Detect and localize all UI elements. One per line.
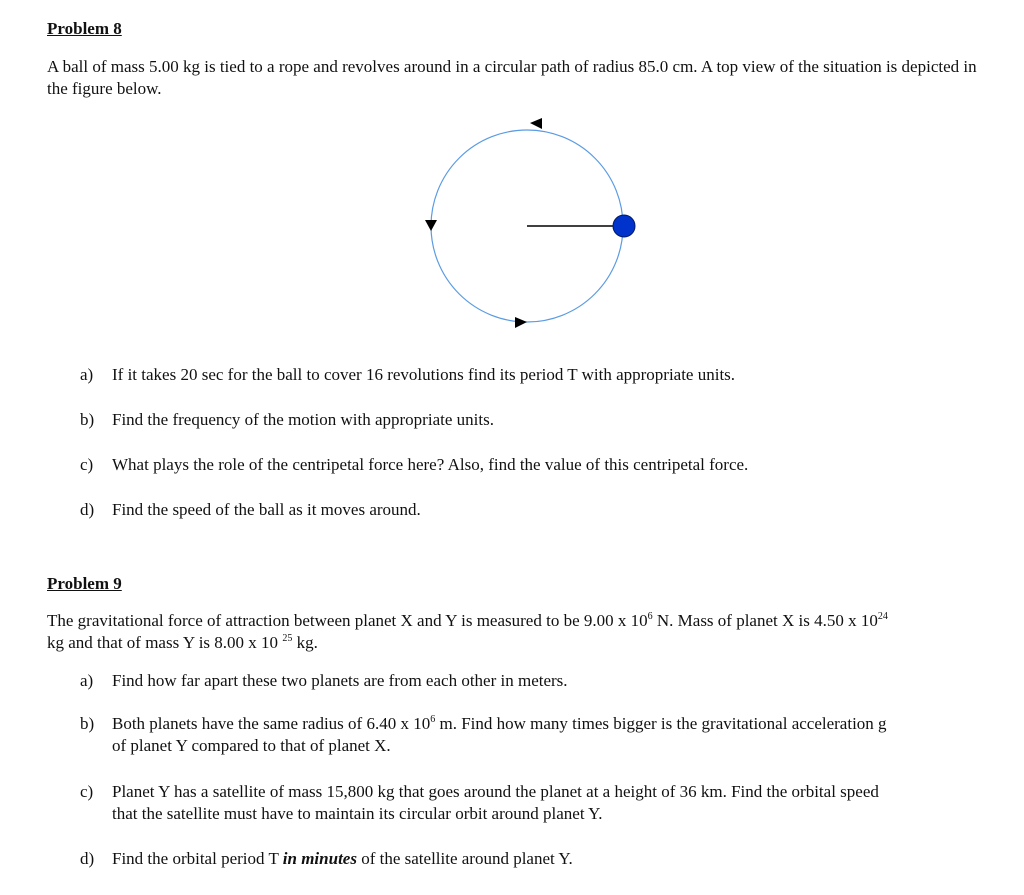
p8-question-d-letter: d) (80, 500, 95, 519)
p9-question-b-line1 (112, 713, 972, 735)
p9-question-b-line2: of planet Y compared to that of planet X. (112, 736, 391, 755)
p9-d-part2: of the satellite around planet Y. (356, 849, 573, 868)
p8-question-b: Find the frequency of the motion with appropriate units. (112, 410, 494, 429)
p8-question-a: If it takes 20 sec for the ball to cover 16 revolutions find its period T with appropriate units. (112, 365, 736, 384)
direction-arrow-top (530, 118, 542, 129)
p9-d-emphasis: in minutes (282, 849, 357, 868)
p8-question-c-letter: c) (80, 455, 94, 474)
p9-question-b-letter: b) (80, 714, 95, 733)
ball (613, 215, 635, 237)
p9-intro-exp1: 6 (647, 611, 653, 622)
circular-motion-figure (420, 118, 640, 333)
p9-question-d (112, 848, 972, 870)
problem-9-intro-line1 (47, 610, 987, 632)
p9-d-part1: Find the orbital period T (112, 849, 283, 868)
p9-b-part1: Both planets have the same radius of 6.40 x 10 (112, 714, 431, 733)
p9-intro-part2: N. Mass of planet X is 4.50 x 10 (652, 611, 878, 630)
p9-intro-exp2: 24 (877, 611, 888, 622)
p8-question-b-letter: b) (80, 410, 95, 429)
problem-9-heading: Problem 9 (47, 574, 122, 593)
p9-b-part2: m. Find how many times bigger is the gravitational acceleration g (435, 714, 887, 733)
p9-intro-part1: The gravitational force of attraction between planet X and Y is measured to be 9.00 x 10 (47, 611, 648, 630)
p9-question-c-line1: Planet Y has a satellite of mass 15,800 kg that goes around the planet at a height of 36 km. Find the orbital speed (112, 782, 879, 801)
p9-question-a: Find how far apart these two planets are from each other in meters. (112, 671, 568, 690)
p9-intro-part4: kg. (292, 633, 318, 652)
problem-8-heading: Problem 8 (47, 19, 122, 38)
problem-8-intro: A ball of mass 5.00 kg is tied to a rope and revolves around in a circular path of radius 85.0 cm. A top view of the situation is depicted in the figure below. (47, 57, 977, 98)
p8-question-a-letter: a) (80, 365, 94, 384)
p9-b-exp: 6 (430, 714, 436, 725)
p9-intro-part3: kg and that of mass Y is 8.00 x 10 (47, 633, 283, 652)
direction-arrow-bottom (515, 317, 527, 328)
p9-question-d-letter: d) (80, 849, 95, 868)
p8-question-c: What plays the role of the centripetal force here? Also, find the value of this centripetal force. (112, 455, 749, 474)
p8-question-d: Find the speed of the ball as it moves around. (112, 500, 421, 519)
direction-arrow-left (425, 220, 437, 231)
p9-question-c-letter: c) (80, 782, 94, 801)
p9-question-c-line2: that the satellite must have to maintain its circular orbit around planet Y. (112, 804, 603, 823)
p9-question-a-letter: a) (80, 671, 94, 690)
problem-9-intro-line2 (47, 632, 987, 654)
p9-intro-exp3: 25 (282, 633, 293, 644)
